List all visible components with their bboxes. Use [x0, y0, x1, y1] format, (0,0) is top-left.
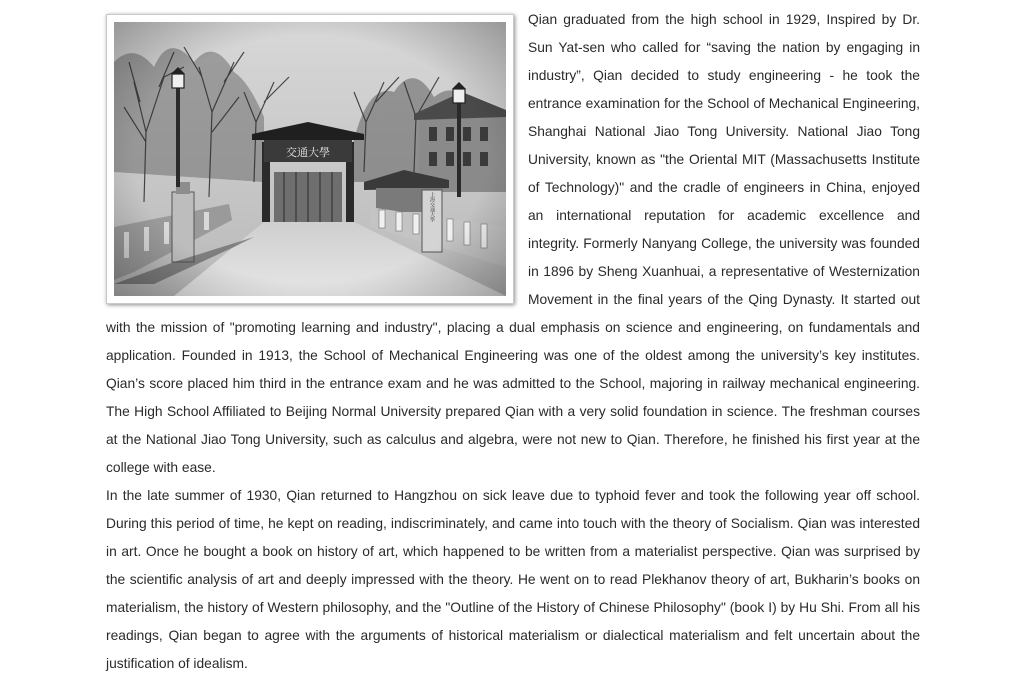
paragraph-1: Qian graduated from the high school in 1929, Inspired by Dr. Sun Yat-sen who called for “saving the nation by engaging in industry”, Qian decided to study engineering - he took the entrance examination for the School of Mechanical Engineering, Shanghai National Jiao Tong University. National Jiao Tong University, known as "the Oriental MIT (Massachusetts Institute of Technology)" and the cradle of engineers in China, enjoyed an international reputation for academic excellence and integrity. Formerly Nanyang College, the university was founded in 1896 by Sheng Xuanhuai, a representative of Westernization Movement in the final years of the Qing Dynasty. It started out with the mission of "promoting learning and industry", placing a dual emphasis on science and engineering, on fundamentals and application. Founded in 1913, the School of Mechanical Engineering was one of the oldest among the university’s key institutes. Qian’s score placed him third in the entrance exam and he was admitted to the School, majoring in railway mechanical engineering. The High School Affiliated to Beijing Normal University prepared Qian with a very solid foundation in science. The freshman courses at the National Jiao Tong University, such as calculus and algebra, were not new to Qian. Therefore, he finished his first year at the college with ease.: [106, 12, 920, 475]
article: [106, 6, 920, 678]
historical-photo: [106, 14, 514, 304]
paragraph-2: In the late summer of 1930, Qian returned to Hangzhou on sick leave due to typhoid fever and took the following year off school. During this period of time, he kept on reading, indiscriminately, and came into touch with the theory of Socialism. Qian was interested in art. Once he bought a book on history of art, which happened to be written from a materialist perspective. Qian was surprised by the scientific analysis of art and deeply impressed with the theory. He went on to read Plekhanov theory of art, Bukharin’s books on materialism, the history of Western philosophy, and the "Outline of the History of Chinese Philosophy" (book I) by Hu Shi. From all his readings, Qian began to agree with the arguments of historical materialism or dialectical materialism and felt uncertain about the justification of idealism.: [106, 488, 920, 671]
university-gate-photo: [114, 22, 506, 296]
